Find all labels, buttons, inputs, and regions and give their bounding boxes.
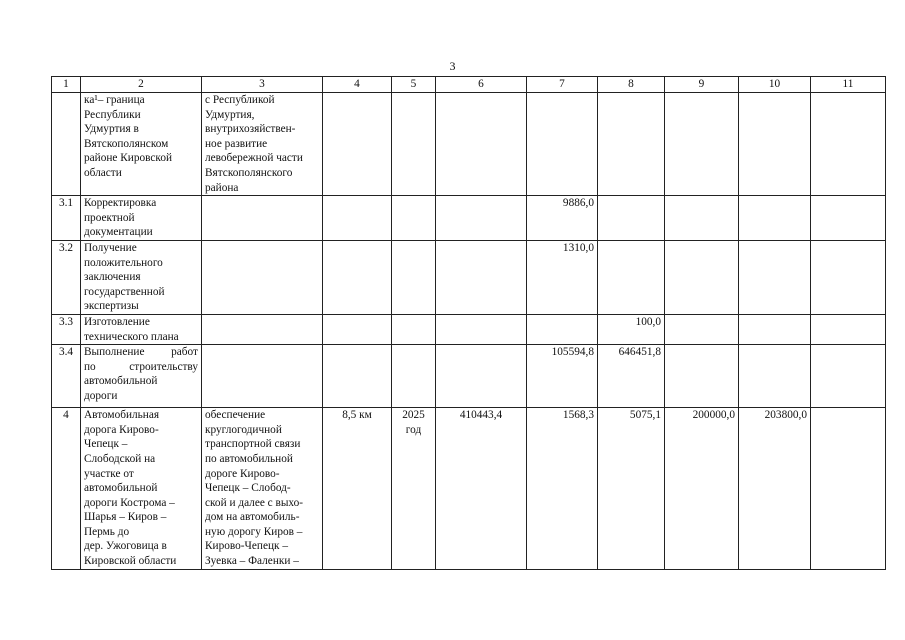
row-number-cell: 4	[52, 408, 81, 570]
header-cell: 11	[811, 77, 886, 93]
object-name-cell	[81, 93, 202, 196]
year-cell	[392, 93, 436, 196]
purpose-cell	[202, 240, 323, 314]
purpose-cell	[202, 408, 323, 570]
year-cell	[392, 240, 436, 314]
total-cost-cell	[436, 196, 527, 241]
value-cell-col9: 200000,0	[665, 408, 739, 570]
total-cost-cell	[436, 314, 527, 344]
purpose-cell	[202, 196, 323, 241]
purpose-cell	[202, 345, 323, 408]
purpose-cell	[202, 314, 323, 344]
header-cell: 1	[52, 77, 81, 93]
capacity-cell	[323, 93, 392, 196]
row-number-cell: 3.3	[52, 314, 81, 344]
object-name-line: дороги	[84, 389, 118, 402]
year-cell	[392, 345, 436, 408]
value-cell-col8	[598, 196, 665, 241]
purpose-text: с Республикой Удмуртия, внутрихозяйствен- ное развитие левобережной части Вятскополянского района	[205, 94, 303, 194]
row-number-cell: 3.2	[52, 240, 81, 314]
value-cell-col10	[739, 314, 811, 344]
value-cell-col8: 646451,8	[598, 345, 665, 408]
capacity-cell	[323, 408, 392, 570]
object-name-cell	[81, 345, 202, 408]
object-name-line: по строительству	[84, 360, 198, 373]
value-cell-col10	[739, 240, 811, 314]
value-cell-col7: 9886,0	[527, 196, 598, 241]
value-cell-col11	[811, 93, 886, 196]
object-name-cell	[81, 314, 202, 344]
header-cell: 10	[739, 77, 811, 93]
table-row	[52, 196, 886, 241]
header-cell: 6	[436, 77, 527, 93]
object-name-text: Изготовление технического плана	[84, 315, 179, 343]
total-cost-cell	[436, 93, 527, 196]
value-cell-col10	[739, 196, 811, 241]
table-row	[52, 314, 886, 344]
total-cost-cell: 410443,4	[436, 408, 527, 570]
header-cell: 9	[665, 77, 739, 93]
object-name-text: Автомобильная дорога Кирово- Чепецк – Слободской на участке от автомобильной дороги Кострома – Шарья – Киров – Пермь до дер. Ужоговица в Кировской области	[84, 409, 177, 568]
capacity-cell	[323, 240, 392, 314]
value-cell-col10: 203800,0	[739, 408, 811, 570]
value-cell-col7	[527, 314, 598, 344]
page-number: 3	[449, 59, 456, 73]
year-text: 2025 год	[402, 409, 425, 436]
header-cell: 2	[81, 77, 202, 93]
row-number-cell	[52, 93, 81, 196]
value-cell-col7: 1568,3	[527, 408, 598, 570]
value-cell-col7	[527, 93, 598, 196]
year-cell	[392, 314, 436, 344]
table-row	[52, 93, 886, 196]
year-cell	[392, 196, 436, 241]
value-cell-col11	[811, 314, 886, 344]
year-cell	[392, 408, 436, 570]
header-cell: 8	[598, 77, 665, 93]
value-cell-col8	[598, 240, 665, 314]
object-name-cell	[81, 240, 202, 314]
value-cell-col8	[598, 93, 665, 196]
total-cost-cell	[436, 240, 527, 314]
object-name-cell	[81, 408, 202, 570]
table-row	[52, 240, 886, 314]
capacity-text: 8,5 км	[342, 409, 372, 422]
value-cell-col8: 100,0	[598, 314, 665, 344]
value-cell-col10	[739, 93, 811, 196]
value-cell-col7: 105594,8	[527, 345, 598, 408]
value-cell-col9	[665, 314, 739, 344]
object-name-text: Получение положительного заключения государственной экспертизы	[84, 241, 165, 313]
row-number-cell: 3.4	[52, 345, 81, 408]
object-name-text: Корректировка проектной документации	[84, 197, 157, 239]
header-cell: 7	[527, 77, 598, 93]
value-cell-col8: 5075,1	[598, 408, 665, 570]
object-name-line: автомобильной	[84, 375, 158, 388]
value-cell-col11	[811, 408, 886, 570]
capacity-cell	[323, 196, 392, 241]
object-name-text: ка¹– граница Республики Удмуртия в Вятскополянском районе Кировской области	[84, 94, 173, 179]
table-row	[52, 345, 886, 408]
value-cell-col9	[665, 93, 739, 196]
value-cell-col9	[665, 345, 739, 408]
value-cell-col9	[665, 240, 739, 314]
row-number-cell: 3.1	[52, 196, 81, 241]
data-table	[51, 76, 886, 570]
capacity-cell	[323, 345, 392, 408]
capacity-cell	[323, 314, 392, 344]
header-row	[52, 77, 886, 93]
header-cell: 3	[202, 77, 323, 93]
header-cell: 5	[392, 77, 436, 93]
value-cell-col10	[739, 345, 811, 408]
total-cost-cell	[436, 345, 527, 408]
object-name-cell	[81, 196, 202, 241]
value-cell-col11	[811, 345, 886, 408]
purpose-cell	[202, 93, 323, 196]
table-row	[52, 408, 886, 570]
value-cell-col7: 1310,0	[527, 240, 598, 314]
header-cell: 4	[323, 77, 392, 93]
value-cell-col9	[665, 196, 739, 241]
value-cell-col11	[811, 196, 886, 241]
value-cell-col11	[811, 240, 886, 314]
purpose-text: обеспечение круглогодичной транспортной связи по автомобильной дороге Кирово- Чепецк – Слобод- ской и далее с выхо- дом на автомобиль- ную дорогу Киров – Кирово-Чепецк – Зуевка – Фаленки –	[205, 409, 304, 568]
object-name-line: Выполнение работ	[84, 346, 198, 359]
